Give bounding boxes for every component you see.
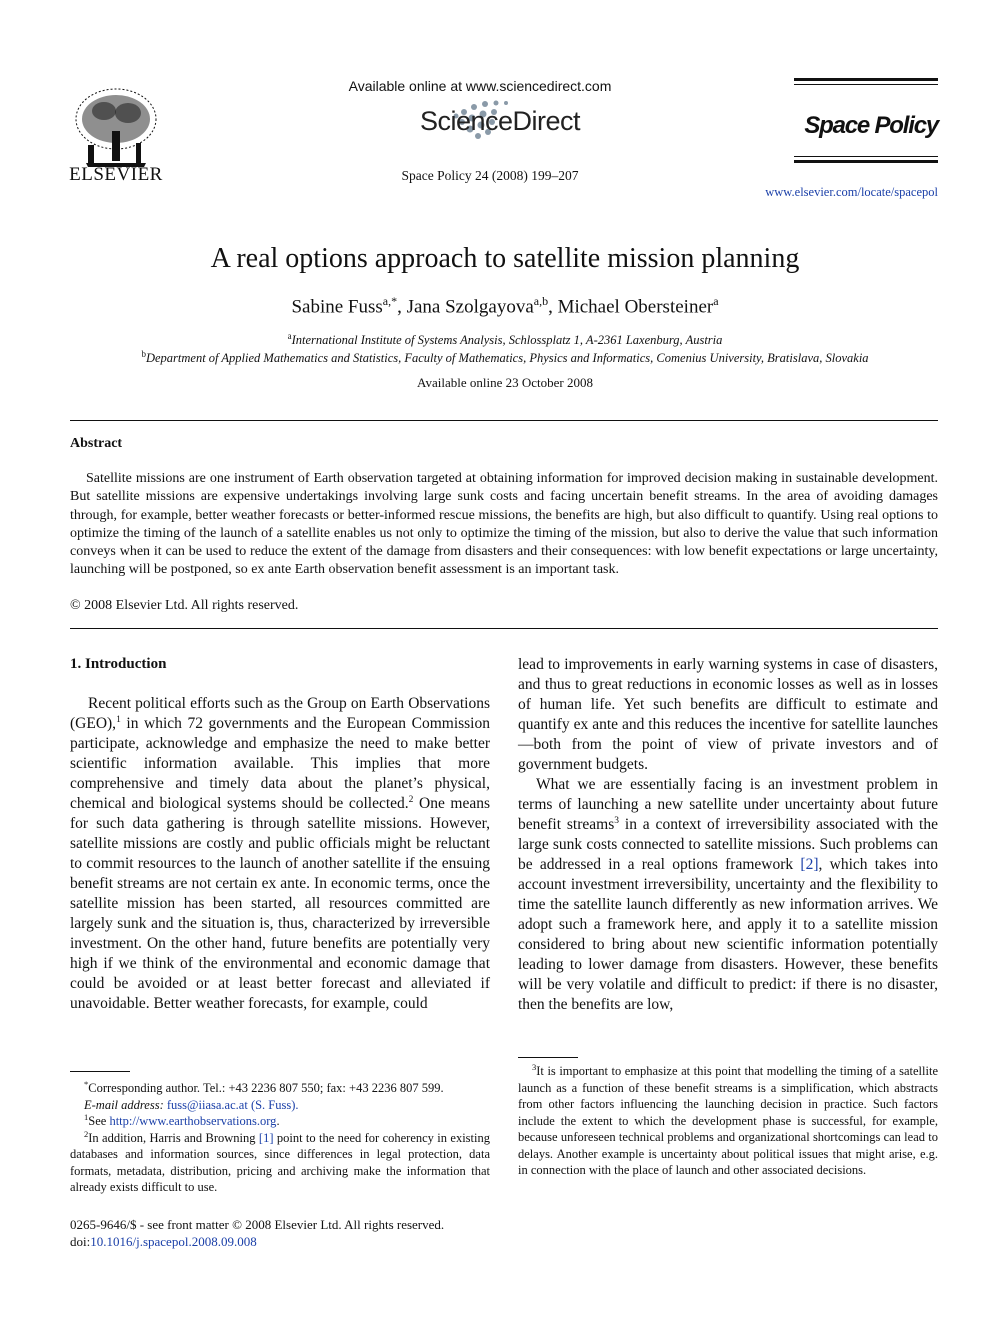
issn-line: 0265-9646/$ - see front matter © 2008 Elsevier Ltd. All rights reserved. — [70, 1217, 445, 1232]
journal-rule — [794, 160, 938, 163]
footnote-marker[interactable]: 3 — [614, 815, 620, 826]
author-marks: a,b — [533, 294, 549, 308]
footnote-marker[interactable]: 1 — [116, 714, 121, 725]
citation-link[interactable]: [1] — [258, 1130, 274, 1145]
journal-rule — [794, 84, 938, 85]
author-name[interactable]: Sabine Fuss — [291, 296, 383, 318]
journal-rule — [794, 156, 938, 157]
author-marks: a — [713, 294, 719, 308]
paragraph: What we are essentially facing is an investment problem in terms of launching a new satellite under uncertainty about future benefit streams$^3$ in a context of irreversibility associated with the large sunk costs connected to satellite missions. Such problems can be addressed in a real options framework [2], which takes into account investment irreversibility, uncertainty and the flexibility to time the satellite launch differently as new information arrives. We adopt such a framework here, and apply it to a satellite mission considered to bring about new scientific information potentially leading to lower damage from disasters. However, these benefits will be very volatile and difficult to predict: if there is no disaster, then the benefits are low, — [518, 776, 938, 1013]
footnote-corresponding: *Corresponding author. Tel.: +43 2236 807 550; fax: +43 2236 807 599. — [84, 1078, 444, 1095]
sciencedirect-name: ScienceDirect — [420, 106, 581, 136]
abstract-text: Satellite missions are one instrument of Earth observation targeted at obtaining information for improved decision making in sustainable development. But satellite missions are expensive undertakings involving large sunk costs and facing uncertain benefit streams. In the area of avoiding damages through, for example, better weather forecasts or better-informed rescue missions, the benefits are high, but also difficult to quantify. Using real options to optimize the timing of the launch of a satellite enables us not only to optimize the timing of the mission, but also to derive the value that such information conveys when it can be used to reduce the extent of the damage from disasters and their consequences: with low benefit expectations or large uncertainty, launching will be postponed, so ex ante Earth observation benefit assessment is an important task. — [70, 471, 938, 578]
author-name[interactable]: Jana Szolgayova — [406, 296, 534, 318]
footnote-1: $^1$See http://www.earthobservations.org. — [84, 1111, 280, 1128]
body-column-right — [518, 655, 938, 1015]
author-marks: a,* — [382, 294, 398, 308]
citation-link[interactable]: [2] — [800, 856, 819, 873]
divider — [70, 628, 938, 629]
affiliation-text: Department of Applied Mathematics and Statistics, Faculty of Mathematics, Physics and Informatics, Comenius University, Bratislava, Slovakia — [145, 351, 869, 366]
affiliation-mark: a — [287, 331, 292, 341]
affiliation — [60, 331, 950, 348]
copyright-line: © 2008 Elsevier Ltd. All rights reserved. — [70, 598, 299, 613]
footnotes-left — [70, 1080, 490, 1196]
earthobservations-link[interactable]: http://www.earthobservations.org — [109, 1114, 277, 1128]
publisher-name: ELSEVIER — [69, 164, 163, 185]
journal-title: Space Policy — [804, 112, 938, 139]
footnote-divider — [518, 1057, 578, 1058]
paper-title: A real options approach to satellite mission planning — [210, 243, 800, 274]
doi-line: doi:10.1016/j.spacepol.2008.09.008 — [70, 1234, 257, 1249]
affiliation-text: International Institute of Systems Analysis, Schlossplatz 1, A-2361 Laxenburg, Austria — [291, 333, 723, 348]
journal-reference: Space Policy 24 (2008) 199–207 — [401, 168, 579, 183]
email-link[interactable]: fuss@iiasa.ac.at — [166, 1097, 248, 1112]
author-list: Sabine Fuss$^{a,*}$, Jana Szolgayova$^{a,b}$, Michael Obersteiner$^a$ — [291, 294, 719, 318]
paragraph: Recent political efforts such as the Group on Earth Observations (GEO),$^1$ in which 72 governments and the European Commission participate, acknowledge and emphasize the need to make better scientific information available. This implies that more comprehensive and timely data about the planet’s physical, chemical and biological systems should be collected.$^2$ One means for such data gathering is through satellite missions. However, satellite missions are costly and public officials might be reluctant to commit resources to the launch of another satellite if the ensuing benefit streams are not certain ex ante. In economic terms, once the satellite mission has been started, all resources committed are largely sunk and the situation is, thus, characterized by irreversible investment. On the other hand, future benefits are potentially very high if we think of the environmental and economic damage that could be avoided or at least better forecast and alleviated if unavoidable. Better weather forecasts, for example, could — [70, 695, 491, 1012]
footnote-marker[interactable]: 2 — [408, 794, 414, 805]
section-heading: 1. Introduction — [70, 656, 167, 672]
footnote-2: $^2$In addition, Harris and Browning [1] point to the need for coherency in existing databases and information sources, since differences in legal protection, data formats, metadata, distribution, pricing and archiving make the information that already exists difficult to use. — [70, 1128, 490, 1194]
affiliation-mark: b — [141, 349, 146, 359]
footnote-email: E-mail address: fuss@iiasa.ac.at (S. Fuss). — [84, 1097, 299, 1112]
paragraph: lead to improvements in early warning systems in case of disasters, and thus to great reductions in economic losses as well as in losses of human life. Yet such benefits are difficult to estimate and quantify ex ante and this reduces the incentive for satellite launches—both from the point of view of private investors and of government budgets. — [518, 656, 938, 773]
affiliation — [60, 349, 950, 366]
footnote-divider — [70, 1071, 130, 1072]
footnote-3: $^3$It is important to emphasize at this point that modelling the timing of a satellite launch as a function of these benefit streams is a simplification, which abstracts from other factors influencing the launching decision in practice. Such factors include the extent to which the development phase is successful, for example, because unforeseen technical problems and organizational shortcomings can lead to delays. Another example is uncertainty about political issues that might arise, e.g. in connection with the place of launch and other associated decisions. — [518, 1061, 938, 1177]
available-online-note: Available online at www.sciencedirect.com — [348, 78, 612, 94]
author-name[interactable]: Michael Obersteiner — [557, 296, 714, 318]
abstract-heading: Abstract — [70, 436, 123, 451]
divider — [70, 420, 938, 421]
available-date: Available online 23 October 2008 — [417, 375, 593, 390]
footnotes-right — [518, 1063, 938, 1179]
journal-rule — [794, 78, 938, 81]
body-column-left — [70, 694, 490, 1014]
journal-homepage-link[interactable]: www.elsevier.com/locate/spacepol — [765, 185, 938, 199]
front-matter — [70, 1216, 444, 1250]
doi-link[interactable]: 10.1016/j.spacepol.2008.09.008 — [90, 1234, 257, 1249]
